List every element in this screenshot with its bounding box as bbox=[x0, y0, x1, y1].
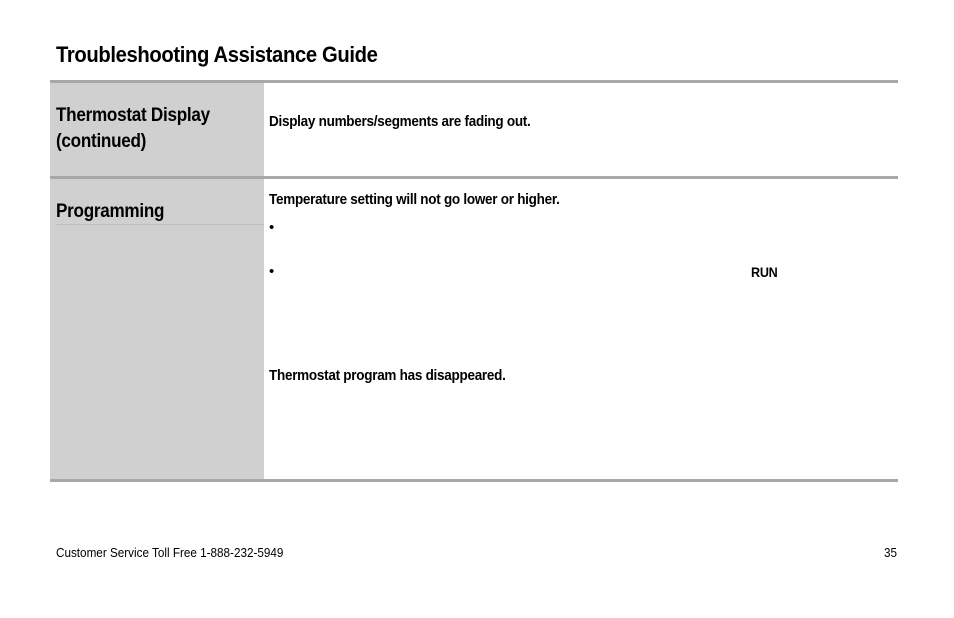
section-header-thermostat-display bbox=[50, 83, 264, 176]
issue-display-fading: Display numbers/segments are fading out. bbox=[269, 113, 531, 130]
bullet-2: • bbox=[269, 263, 275, 280]
section-title-line2: (continued) bbox=[56, 131, 147, 152]
bullet-1: • bbox=[269, 219, 275, 236]
run-keyword: RUN bbox=[751, 264, 778, 280]
section-title-programming: Programming bbox=[56, 201, 165, 222]
issue-program-disappeared: Thermostat program has disappeared. bbox=[269, 367, 506, 384]
bottom-divider bbox=[50, 479, 898, 482]
section-title-underline bbox=[56, 224, 264, 225]
section-title-thermostat-display bbox=[56, 103, 210, 155]
section-header-programming bbox=[50, 179, 264, 479]
page-title: Troubleshooting Assistance Guide bbox=[56, 42, 378, 67]
footer-customer-service: Customer Service Toll Free 1-888-232-5949 bbox=[56, 545, 284, 560]
issue-temperature-limit: Temperature setting will not go lower or higher. bbox=[269, 191, 560, 208]
section-title-line1: Thermostat Display bbox=[56, 105, 210, 126]
footer-page-number: 35 bbox=[884, 545, 898, 560]
